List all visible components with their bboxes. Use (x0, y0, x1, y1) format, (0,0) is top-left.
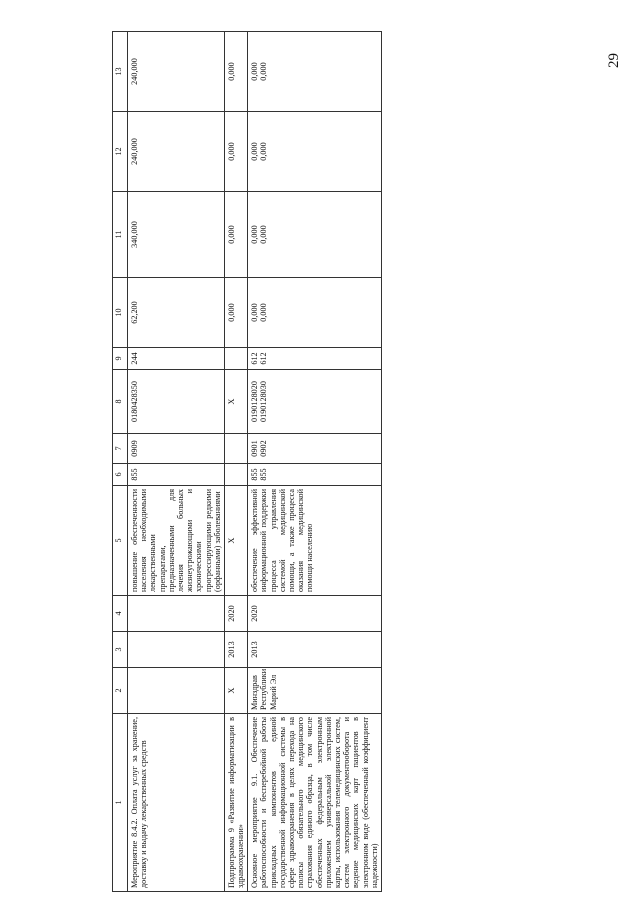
cell-value: 244 (130, 352, 139, 365)
table-cell (248, 32, 382, 112)
column-header: 13 (113, 32, 128, 112)
table-cell (248, 192, 382, 278)
column-header: 12 (113, 112, 128, 192)
table-cell (248, 464, 382, 486)
table-header-row (113, 32, 128, 892)
table-container (112, 32, 622, 892)
cell-value: 855 (259, 468, 269, 481)
table-cell: Подпрограмма 9 «Развитие информатизации в здравоохранении» (224, 714, 247, 892)
cell-value: 0,000 (250, 303, 260, 322)
table-cell (224, 192, 247, 278)
cell-value: 0,000 (226, 303, 236, 322)
cell-value: 240,000 (130, 58, 139, 85)
table-cell: 2020 (248, 596, 382, 632)
table-cell: Мероприятие 8.4.2. Оплата услуг за хранение, доставку и выдачу лекарственных средств (128, 714, 225, 892)
table-cell (224, 32, 247, 112)
table-cell: обеспечение эффективной информационной поддержки процесса управления системой медицинской помощи, а также процесса оказания медицинской помощи населению (248, 486, 382, 596)
table-cell (128, 632, 225, 668)
table-cell (128, 32, 225, 112)
table-cell (224, 464, 247, 486)
table-cell: X (224, 486, 247, 596)
table-cell (128, 112, 225, 192)
cell-value: 0901 (250, 440, 260, 457)
column-header: 11 (113, 192, 128, 278)
cell-value: 612 (250, 352, 260, 365)
cell-value: 0,000 (259, 142, 269, 161)
cell-value: 0,000 (259, 62, 269, 81)
table-cell: X (224, 668, 247, 714)
cell-value: 0,000 (226, 225, 236, 244)
cell-value: 0180428350 (130, 381, 139, 422)
cell-value: 855 (130, 468, 139, 481)
cell-value: 0,000 (226, 142, 236, 161)
table-cell (224, 370, 247, 434)
table-cell (248, 434, 382, 464)
table-cell: 2020 (224, 596, 247, 632)
cell-value: 855 (250, 468, 260, 481)
column-header: 10 (113, 278, 128, 348)
column-header: 3 (113, 632, 128, 668)
page-number: 29 (606, 53, 622, 68)
table-cell (224, 348, 247, 370)
table-cell (248, 370, 382, 434)
cell-value: 0902 (259, 440, 269, 457)
column-header: 6 (113, 464, 128, 486)
cell-value: 62,200 (130, 301, 139, 324)
column-header: 8 (113, 370, 128, 434)
table-cell (248, 348, 382, 370)
table-cell (128, 370, 225, 434)
table-cell (224, 278, 247, 348)
table-cell (248, 278, 382, 348)
cell-value: 0190128030 (259, 381, 269, 422)
table-cell (128, 192, 225, 278)
cell-value: 0909 (130, 440, 139, 457)
cell-value: 0190128020 (250, 381, 260, 422)
table-row (248, 32, 382, 892)
column-header: 9 (113, 348, 128, 370)
cell-value: 0,000 (250, 62, 260, 81)
cell-value: 0,000 (250, 142, 260, 161)
cell-value: 0,000 (259, 303, 269, 322)
cell-value: 240,000 (130, 138, 139, 165)
table-cell (128, 596, 225, 632)
table-cell (128, 434, 225, 464)
table-cell (128, 348, 225, 370)
table-cell (224, 112, 247, 192)
table-row (224, 32, 247, 892)
table-cell (248, 112, 382, 192)
column-header: 5 (113, 486, 128, 596)
table-cell: 2013 (224, 632, 247, 668)
column-header: 1 (113, 714, 128, 892)
column-header: 7 (113, 434, 128, 464)
cell-value: X (226, 398, 236, 405)
cell-value: 340,000 (130, 221, 139, 248)
table-cell: Основное мероприятие 9.1. Обеспечение работоспособности и бесперебойной работы прикладных компонентов единой государственной информационной системы в сфере здравоохранения в целях перехода на полисы обязательного медицинского страхования единого образца, в том числе обеспеченных федеральным электронным приложением универсальной электронной карты, использования телемедицинских систем, систем электронного документооборота и ведение медицинских карт пациентов в электронном виде (обеспеченный коэффициент надежности) (248, 714, 382, 892)
column-header: 4 (113, 596, 128, 632)
table-cell (128, 668, 225, 714)
column-header: 2 (113, 668, 128, 714)
table-cell: повышение обеспеченности населения необходимыми лекарственными препаратами, предназначенными для лечения больных жизнеугрожающими и хроническими прогрессирующими редкими (орфанными) заболеваниями (128, 486, 225, 596)
cell-value: 0,000 (259, 225, 269, 244)
table-cell (128, 464, 225, 486)
table-cell: Минздрав Республики Марий Эл (248, 668, 382, 714)
cell-value: 612 (259, 352, 269, 365)
table-cell (224, 434, 247, 464)
table-row (128, 32, 225, 892)
program-table (112, 31, 382, 892)
cell-value: 0,000 (250, 225, 260, 244)
cell-value: 0,000 (226, 62, 236, 81)
table-cell: 2013 (248, 632, 382, 668)
table-cell (128, 278, 225, 348)
